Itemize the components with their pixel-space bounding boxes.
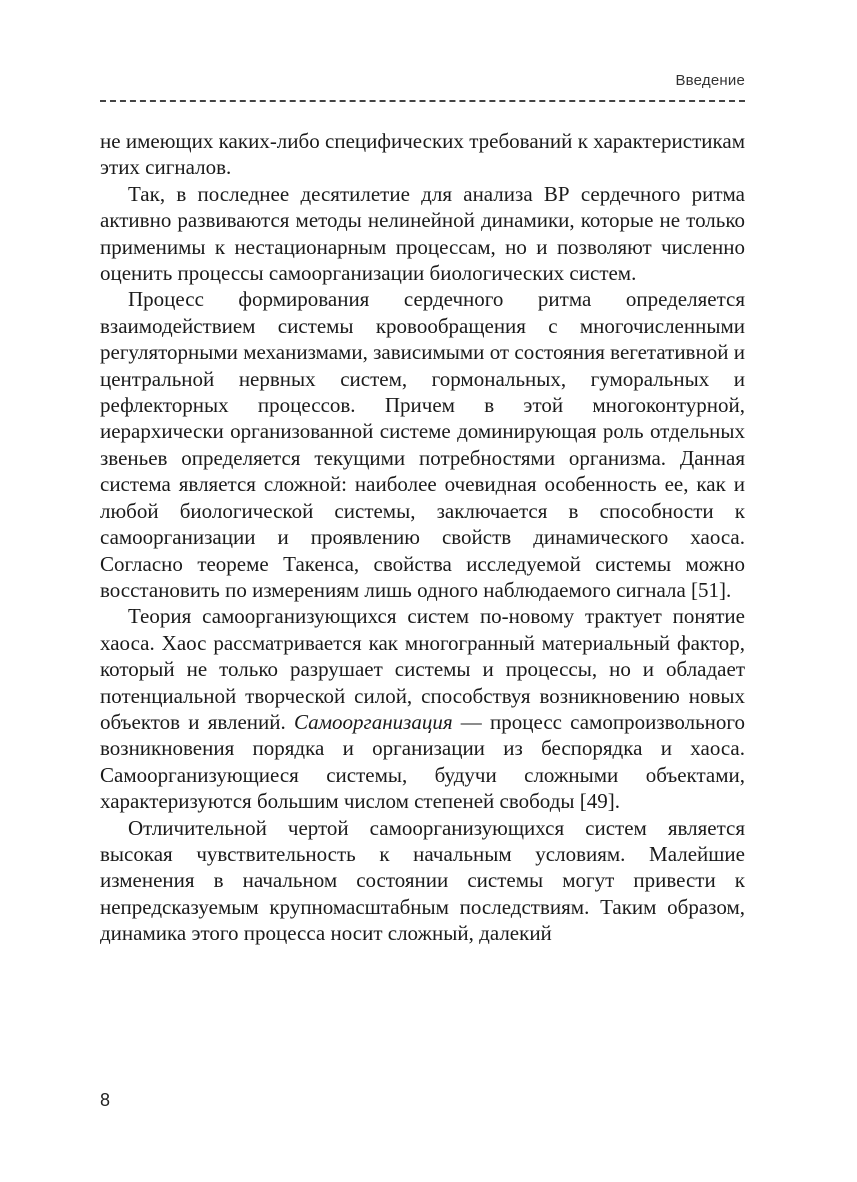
paragraph-nonlinear-methods: Так, в последнее десятилетие для анализа ВР сердечного ритма активно развиваются методы нелинейной динамики, которые не только применимы к нестационарным процессам, но и позволяют численно оценить процессы самоорганизации биологических систем. xyxy=(100,181,745,286)
body-text xyxy=(100,128,745,947)
paragraph-initial-conditions: Отличительной чертой самоорганизующихся систем является высокая чувствительность к начальным условиям. Малейшие изменения в начальном состоянии системы могут привести к непредсказуемым крупномасштабным последствиям. Таким образом, динамика этого процесса носит сложный, далекий xyxy=(100,815,745,946)
paragraph-heart-rhythm-formation: Процесс формирования сердечного ритма определяется взаимодействием системы кровообращения с многочисленными регуляторными механизмами, зависимыми от состояния вегетативной и центральной нервных систем, гормональных, гуморальных и рефлекторных процессов. Причем в этой многоконтурной, иерархически организованной системе доминирующая роль отдельных звеньев определяется текущими потребностями организма. Данная система является сложной: наиболее очевидная особенность ее, как и любой биологической системы, заключается в способности к самоорганизации и проявлению свойств динамического хаоса. Согласно теореме Такенса, свойства исследуемой системы можно восстановить по измерениям лишь одного наблюдаемого сигнала [51]. xyxy=(100,287,745,602)
p4-text-end: — процесс самопроизвольного возникновения порядка и организации из беспорядка и хаоса. Самоорганизующиеся системы, будучи сложными объектами, характеризуются большим числом степеней свободы [49]. xyxy=(100,709,745,814)
paragraph-self-organization-theory xyxy=(100,603,745,814)
page-number: 8 xyxy=(100,1090,111,1110)
term-self-organization: Самоорганизация xyxy=(293,709,453,734)
paragraph-continuation: не имеющих каких-либо специфических требований к характеристикам этих сигналов. xyxy=(100,129,745,180)
p4-text-start: Теория самоорганизующихся систем по-новому трактует понятие хаоса. Хаос рассматривается как многогранный материальный фактор, который не только разрушает системы и процессы, но и обладает потенциальной творческой силой, способствуя возникновению новых объектов и явлений. xyxy=(100,604,745,734)
header-dashed-rule xyxy=(100,100,745,102)
running-head: Введение xyxy=(675,72,745,89)
